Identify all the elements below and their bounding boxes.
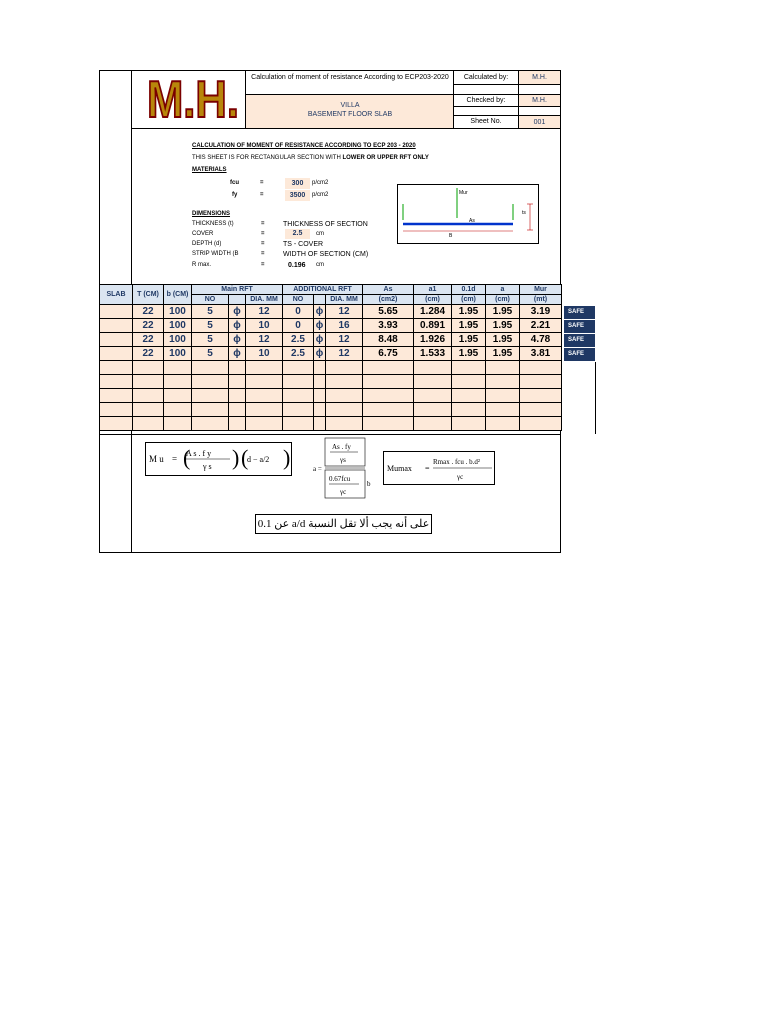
main-heading: CALCULATION OF MOMENT OF RESISTANCE ACCORDING TO ECP 203 - 2020	[192, 143, 416, 149]
svg-text:As . fy: As . fy	[332, 443, 351, 451]
fcu-input[interactable]: 300	[285, 178, 310, 189]
svg-text:b: b	[367, 480, 371, 488]
dim-depth-value: TS - COVER	[283, 241, 324, 248]
table-row-empty	[100, 375, 562, 389]
dim-rmax-label: R max.	[192, 262, 212, 268]
dim-thickness-value: THICKNESS OF SECTION	[283, 221, 368, 228]
svg-text:0.67fcu: 0.67fcu	[329, 475, 351, 483]
results-table: SLAB T (CM) b (CM) Main RFT ADDITIONAL RFT As a1 0.1d a Mur NO DIA. MM NO DIA. MM (cm2) (cm) (cm) (cm) (mt) 22 100 5 ɸ 12 0 ɸ 12 5.65 1.284 1.95 1.95 3.19 22 100 5 ɸ 10 0 ɸ 16 3.93 0.891 1.95 1.95 2.21 22 100 5 ɸ 12 2.5 ɸ 12 8.48 1.926 1.95 1.95 4.78 22 100 5 ɸ 10 2.5 ɸ 12 6.75 1.533 1.95 1.95 3.81	[99, 284, 562, 431]
element-name: BASEMENT FLOOR SLAB	[307, 111, 393, 118]
dim-width-value: WIDTH OF SECTION (CM)	[283, 251, 369, 258]
table-row-empty	[100, 417, 562, 431]
materials-heading: MATERIALS	[192, 167, 227, 173]
calculated-by-label: Calculated by:	[463, 74, 509, 81]
company-logo	[145, 71, 241, 129]
table-row-empty	[100, 389, 562, 403]
table-row: 22 100 5 ɸ 10 0 ɸ 16 3.93 0.891 1.95 1.95 2.21	[100, 319, 562, 333]
sheet-no-label: Sheet No.	[470, 118, 502, 125]
checked-by-label: Checked by:	[466, 97, 506, 104]
dim-thickness-label: THICKNESS (t)	[192, 221, 234, 227]
svg-text:=: =	[172, 454, 178, 464]
sheet-no-value[interactable]: 001	[533, 119, 546, 126]
svg-text:A s . f y: A s . f y	[186, 449, 212, 458]
section-diagram	[397, 184, 539, 244]
table-row: 22 100 5 ɸ 12 2.5 ɸ 12 8.48 1.926 1.95 1.95 4.78	[100, 333, 562, 347]
svg-text:(: (	[183, 445, 191, 470]
svg-text:ts: ts	[522, 210, 526, 216]
dimensions-heading: DIMENSIONS	[192, 211, 231, 217]
col-additional-rft: ADDITIONAL RFT	[283, 285, 363, 295]
svg-text:B: B	[449, 233, 453, 239]
cover-input[interactable]: 2.5	[285, 229, 310, 239]
svg-text:(: (	[241, 445, 249, 470]
dim-width-label: STRIP WIDTH (B	[192, 251, 239, 257]
status-badge: SAFE	[564, 348, 595, 361]
calculated-by-value[interactable]: M.H.	[532, 74, 547, 81]
fy-input[interactable]: 3500	[285, 190, 310, 201]
fcu-label: fcu	[230, 180, 239, 186]
formula-top-line	[99, 434, 561, 435]
col-slab: SLAB	[100, 285, 133, 305]
table-row: 22 100 5 ɸ 12 0 ɸ 12 5.65 1.284 1.95 1.95 3.19	[100, 305, 562, 319]
svg-text:γc: γc	[457, 473, 464, 481]
svg-text:M u: M u	[149, 454, 164, 464]
arabic-note: على أنه يجب ألا تقل النسبة a/d عن 0.1	[255, 514, 432, 534]
dim-depth-label: DEPTH (d)	[192, 241, 222, 247]
project-name: VILLA	[340, 102, 360, 109]
checked-by-value[interactable]: M.H.	[532, 97, 547, 104]
dim-cover-label: COVER	[192, 231, 214, 237]
svg-text:γ s: γ s	[203, 462, 212, 471]
col-main-rft: Main RFT	[192, 285, 283, 295]
svg-text:): )	[232, 445, 240, 470]
col-t: T (CM)	[133, 285, 164, 305]
svg-text:): )	[283, 445, 291, 470]
sheet-note: THIS SHEET IS FOR RECTANGULAR SECTION WITH LOWER OR UPPER RFT ONLY	[192, 155, 429, 161]
formula-mumax	[383, 451, 495, 485]
rmax-value: 0.196	[288, 262, 306, 269]
status-badge: SAFE	[564, 306, 595, 319]
logo-text: M.H.	[147, 71, 239, 129]
table-row-empty	[100, 361, 562, 375]
svg-text:γs: γs	[340, 456, 346, 464]
status-badge: SAFE	[564, 334, 595, 347]
svg-text:Mur: Mur	[459, 190, 468, 196]
svg-text:=: =	[425, 464, 430, 473]
status-badge: SAFE	[564, 320, 595, 333]
formula-a	[312, 436, 375, 501]
svg-text:Rmax . fcu . b.d²: Rmax . fcu . b.d²	[433, 458, 481, 466]
sheet-title: Calculation of moment of resistance According to ECP203-2020	[251, 74, 449, 81]
table-row-empty	[100, 403, 562, 417]
formula-mu	[145, 442, 292, 476]
svg-text:γc: γc	[340, 488, 347, 496]
table-row: 22 100 5 ɸ 10 2.5 ɸ 12 6.75 1.533 1.95 1.95 3.81	[100, 347, 562, 361]
svg-text:d − a/2: d − a/2	[247, 455, 270, 464]
svg-text:Mumax: Mumax	[387, 464, 412, 473]
svg-text:As: As	[469, 218, 475, 224]
svg-text:a =: a =	[313, 465, 322, 473]
fy-label: fy	[232, 192, 238, 198]
col-b: b (CM)	[164, 285, 192, 305]
